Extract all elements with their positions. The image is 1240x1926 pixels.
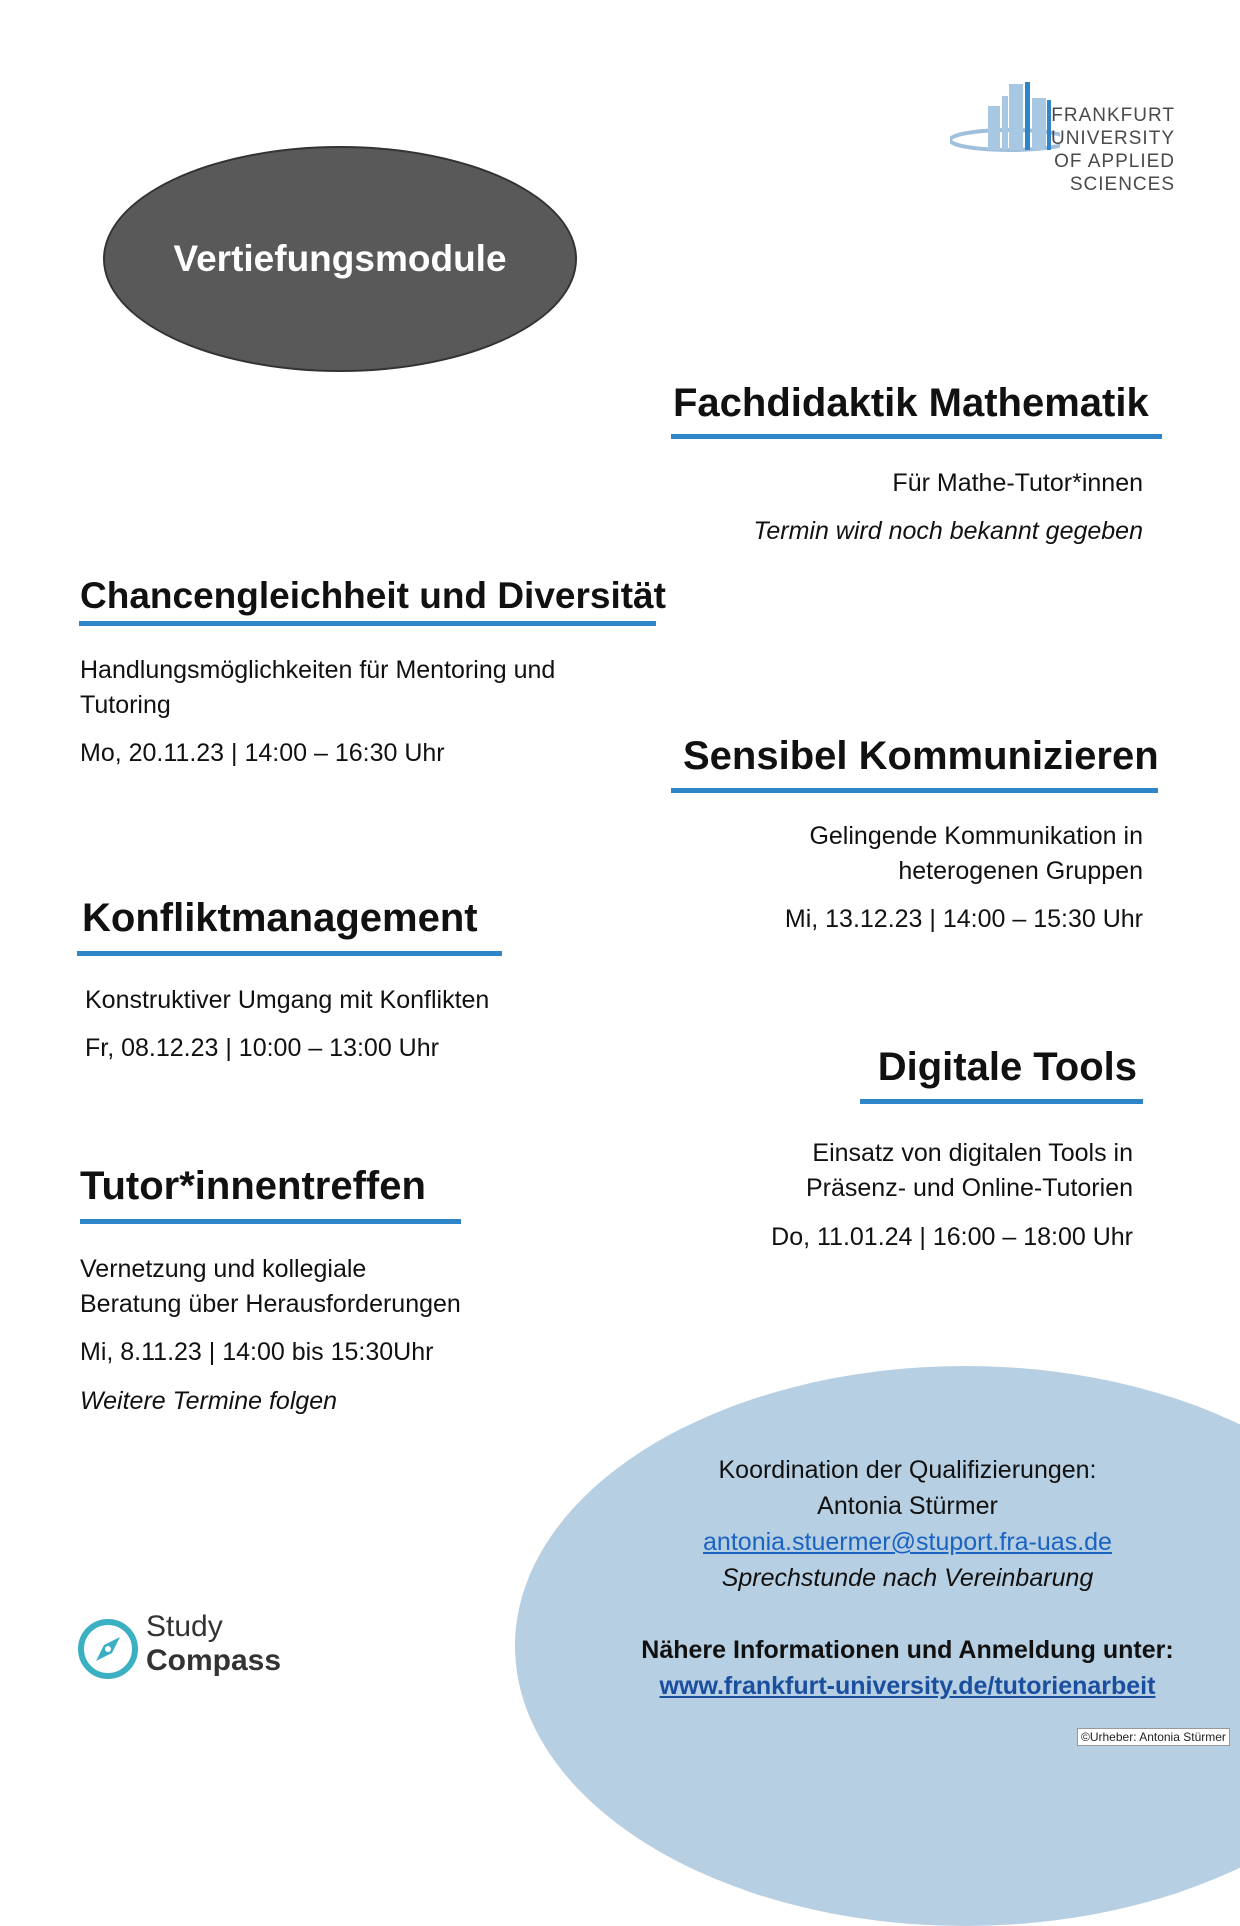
contact-name: Antonia Stürmer — [817, 1492, 998, 1520]
study-compass-line-2: Compass — [146, 1644, 282, 1677]
module-desc-fachdidaktik: Für Mathe-Tutor*innen — [892, 469, 1143, 497]
study-compass-line-1: Study — [146, 1610, 223, 1643]
logo-line-1: FRANKFURT — [1051, 105, 1175, 126]
module-date-chancengleichheit: Mo, 20.11.23 | 14:00 – 16:30 Uhr — [80, 739, 445, 767]
info-heading: Nähere Informationen und Anmeldung unter: — [641, 1636, 1174, 1664]
module-desc-sensibel — [600, 819, 1143, 889]
study-compass-logo — [146, 1610, 281, 1678]
module-desc-konflikt: Konstruktiver Umgang mit Konflikten — [85, 986, 490, 1014]
module-note-fachdidaktik: Termin wird noch bekannt gegeben — [753, 517, 1143, 545]
module-title-treffen: Tutor*innentreffen — [80, 1164, 426, 1208]
module-desc-chancengleichheit — [80, 653, 640, 723]
contact-heading: Koordination der Qualifizierungen: — [718, 1456, 1097, 1484]
module-rule-chancengleichheit — [79, 621, 656, 626]
desc-line: Präsenz- und Online-Tutorien — [805, 1174, 1133, 1202]
desc-line: heterogenen Gruppen — [898, 857, 1143, 885]
desc-line: Gelingende Kommunikation in — [809, 822, 1143, 850]
module-date-treffen: Mi, 8.11.23 | 14:00 bis 15:30Uhr — [80, 1338, 434, 1366]
logo-line-2: UNIVERSITY — [1050, 128, 1175, 149]
module-title-sensibel: Sensibel Kommunizieren — [683, 734, 1159, 778]
module-date-konflikt: Fr, 08.12.23 | 10:00 – 13:00 Uhr — [85, 1034, 439, 1062]
module-date-digitale: Do, 11.01.24 | 16:00 – 18:00 Uhr — [771, 1223, 1133, 1251]
page-title: Vertiefungsmodule — [173, 238, 507, 279]
university-logo-text — [985, 104, 1175, 196]
contact-email-link[interactable]: antonia.stuermer@stuport.fra-uas.de — [703, 1528, 1112, 1556]
compass-icon — [76, 1617, 140, 1681]
desc-line: Beratung über Herausforderungen — [80, 1290, 461, 1318]
module-date-sensibel: Mi, 13.12.23 | 14:00 – 15:30 Uhr — [784, 905, 1143, 933]
desc-line: Vernetzung und kollegiale — [80, 1255, 367, 1283]
desc-line: Handlungsmöglichkeiten für Mentoring und — [80, 656, 556, 684]
logo-line-3: OF APPLIED SCIENCES — [1054, 151, 1175, 195]
info-website-link[interactable]: www.frankfurt-university.de/tutorienarbeit — [659, 1672, 1156, 1700]
contact-office-hours: Sprechstunde nach Vereinbarung — [721, 1564, 1094, 1592]
module-note-treffen: Weitere Termine folgen — [80, 1387, 338, 1415]
module-title-digitale: Digitale Tools — [877, 1045, 1137, 1089]
module-rule-sensibel — [671, 788, 1158, 793]
module-desc-digitale — [600, 1136, 1133, 1206]
desc-line: Tutoring — [80, 691, 171, 719]
credit-label: ©Urheber: Antonia Stürmer — [1077, 1728, 1230, 1746]
title-ellipse — [103, 146, 577, 372]
module-title-konflikt: Konfliktmanagement — [82, 896, 478, 940]
module-title-chancengleichheit: Chancengleichheit und Diversität — [80, 575, 666, 616]
module-rule-konflikt — [77, 951, 502, 956]
desc-line: Einsatz von digitalen Tools in — [812, 1139, 1133, 1167]
contact-block — [600, 1452, 1215, 1704]
module-rule-digitale — [860, 1099, 1143, 1104]
module-desc-treffen — [80, 1252, 461, 1322]
module-rule-treffen — [80, 1219, 461, 1224]
module-rule-fachdidaktik — [671, 434, 1162, 439]
module-title-fachdidaktik: Fachdidaktik Mathematik — [673, 381, 1149, 425]
